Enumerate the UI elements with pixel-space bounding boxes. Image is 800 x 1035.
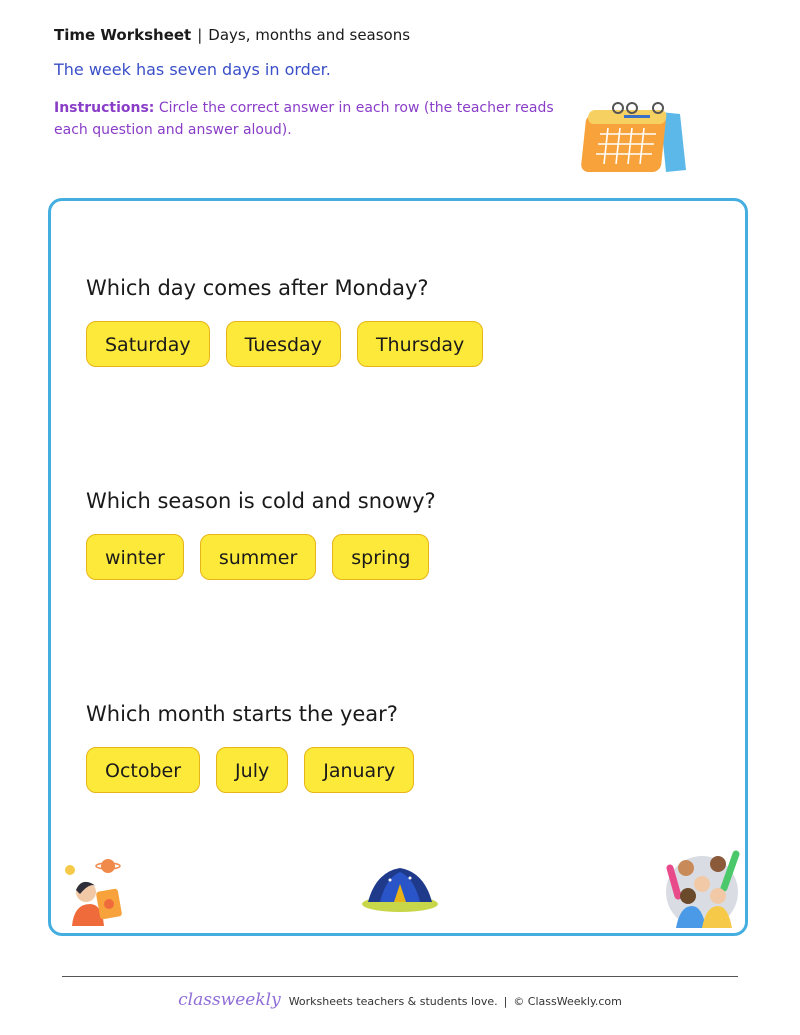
girl-reading-illustration: [60, 852, 132, 928]
page-footer: [0, 990, 800, 1010]
tent-illustration: [360, 862, 440, 914]
instructions-label: Instructions:: [54, 100, 155, 116]
worksheet-title: Time Worksheet: [54, 26, 192, 44]
answer-option[interactable]: January: [304, 747, 414, 793]
header-separator: |: [197, 26, 203, 44]
question-2: Which season is cold and snowy?: [86, 489, 436, 513]
answer-option[interactable]: Thursday: [357, 321, 483, 367]
answer-option[interactable]: October: [86, 747, 200, 793]
footer-tagline: Worksheets teachers & students love.: [288, 995, 498, 1008]
footer-copyright: © ClassWeekly.com: [513, 995, 622, 1008]
answer-option[interactable]: Tuesday: [226, 321, 341, 367]
instructions: [54, 97, 574, 141]
question-3-options: [86, 747, 414, 793]
answer-option[interactable]: winter: [86, 534, 184, 580]
calendar-icon: [580, 100, 690, 178]
answer-option[interactable]: spring: [332, 534, 429, 580]
footer-separator: |: [503, 995, 508, 1008]
answer-option[interactable]: Saturday: [86, 321, 210, 367]
answer-option[interactable]: July: [216, 747, 288, 793]
answer-option[interactable]: summer: [200, 534, 316, 580]
cheering-kids-illustration: [662, 848, 742, 930]
worksheet-topic: Days, months and seasons: [208, 26, 411, 44]
footer-divider: [62, 976, 738, 977]
classweekly-logo[interactable]: classweekly: [178, 990, 281, 1010]
instructions-text: Circle the correct answer in each row (the teacher reads each question and answer aloud).: [54, 100, 554, 138]
question-3: Which month starts the year?: [86, 702, 398, 726]
question-1: Which day comes after Monday?: [86, 276, 429, 300]
worksheet-subtitle: The week has seven days in order.: [54, 60, 331, 79]
worksheet-header: [54, 26, 410, 44]
question-2-options: [86, 534, 429, 580]
question-1-options: [86, 321, 483, 367]
